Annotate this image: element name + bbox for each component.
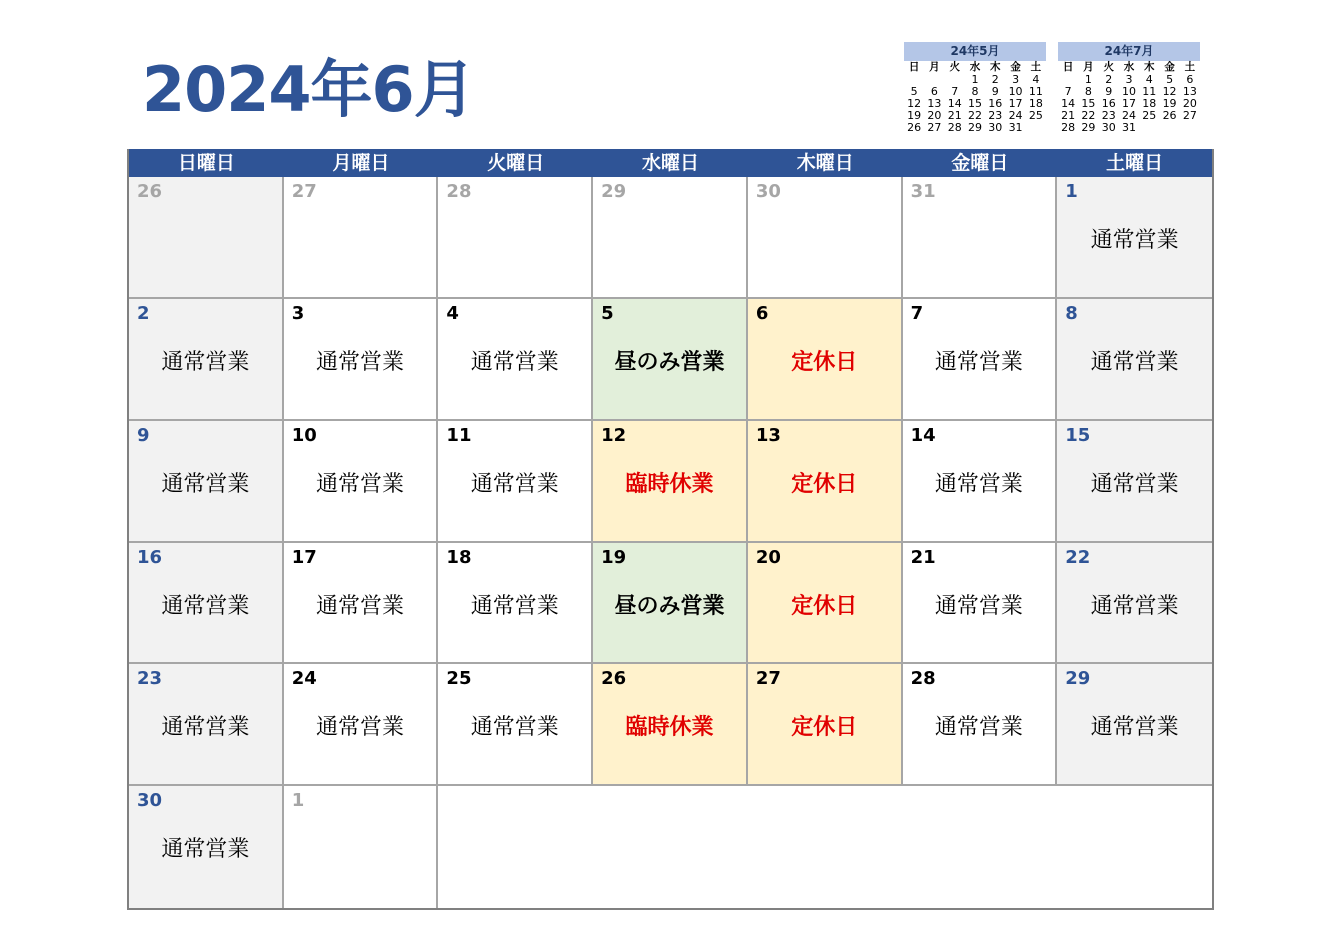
mini-weekday-label: 金 <box>1010 61 1021 73</box>
mini-day: 13 <box>927 97 942 110</box>
day-number: 3 <box>291 302 305 324</box>
mini-day: 14 <box>947 97 962 110</box>
day-number: 7 <box>910 302 924 324</box>
day-cell[interactable] <box>903 177 1058 299</box>
day-status: 臨時休業 <box>625 715 714 741</box>
mini-day: 3 <box>1012 73 1020 86</box>
mini-day: 14 <box>1061 97 1076 110</box>
day-cell[interactable] <box>903 299 1058 421</box>
day-cell[interactable] <box>284 543 439 665</box>
mini-calendar-grid <box>904 61 1046 146</box>
weekday-header: 日曜日 <box>177 152 235 174</box>
day-cell[interactable] <box>593 543 748 665</box>
weekday-header: 木曜日 <box>796 152 854 174</box>
day-number: 23 <box>137 668 163 690</box>
day-number: 28 <box>910 668 936 690</box>
empty-area <box>438 786 1212 908</box>
mini-day: 20 <box>927 109 942 122</box>
mini-day: 29 <box>967 121 982 134</box>
mini-day: 19 <box>1162 97 1177 110</box>
day-number: 31 <box>910 181 936 202</box>
day-cell[interactable] <box>593 664 748 786</box>
day-cell[interactable] <box>438 421 593 543</box>
day-cell[interactable] <box>1057 664 1212 786</box>
mini-calendar-may <box>904 42 1046 146</box>
day-status: 定休日 <box>791 471 858 497</box>
day-status: 通常営業 <box>161 837 250 863</box>
mini-day: 17 <box>1121 97 1136 110</box>
mini-calendar-title: 24年7月 <box>1058 42 1200 61</box>
weekday-header-row <box>129 149 1212 177</box>
day-status: 通常営業 <box>316 593 405 619</box>
mini-day: 7 <box>951 85 959 98</box>
day-number: 25 <box>446 668 472 690</box>
day-status: 通常営業 <box>1090 471 1179 497</box>
day-status: 通常営業 <box>934 471 1023 497</box>
mini-day: 31 <box>1121 121 1136 134</box>
day-number: 10 <box>291 424 317 446</box>
mini-day <box>904 134 924 146</box>
day-number: 30 <box>137 790 163 812</box>
day-cell[interactable] <box>748 543 903 665</box>
day-status: 通常営業 <box>934 349 1023 375</box>
mini-day: 21 <box>947 109 962 122</box>
day-number: 6 <box>755 302 769 324</box>
day-number: 22 <box>1065 546 1091 568</box>
day-number: 8 <box>1065 302 1078 324</box>
calendar-grid <box>129 177 1212 908</box>
day-cell[interactable] <box>593 299 748 421</box>
day-number: 19 <box>601 546 627 568</box>
day-number: 30 <box>755 181 781 202</box>
day-status: 定休日 <box>791 349 858 375</box>
mini-day: 9 <box>1105 85 1113 98</box>
day-cell[interactable] <box>284 177 439 299</box>
day-cell[interactable] <box>748 664 903 786</box>
day-number: 29 <box>1065 668 1091 690</box>
weekday-header: 土曜日 <box>1106 152 1164 174</box>
weekday-header: 水曜日 <box>641 152 699 174</box>
mini-day: 11 <box>1142 85 1157 98</box>
mini-day: 13 <box>1182 85 1197 98</box>
mini-calendar-july <box>1058 42 1200 134</box>
day-status: 昼のみ営業 <box>614 349 725 375</box>
mini-day: 9 <box>991 85 999 98</box>
day-number: 9 <box>137 424 150 446</box>
mini-day <box>1180 122 1200 134</box>
day-cell[interactable] <box>903 664 1058 786</box>
mini-day: 25 <box>1142 109 1157 122</box>
day-number: 16 <box>137 546 163 568</box>
day-cell[interactable] <box>438 177 593 299</box>
day-status: 通常営業 <box>161 471 250 497</box>
mini-day: 5 <box>1166 73 1174 86</box>
mini-weekday-label: 金 <box>1164 61 1175 73</box>
mini-day: 21 <box>1061 109 1076 122</box>
day-cell[interactable] <box>748 177 903 299</box>
day-number: 4 <box>446 302 459 324</box>
mini-day: 6 <box>1186 73 1194 86</box>
day-status: 通常営業 <box>1090 715 1179 741</box>
day-status: 通常営業 <box>934 715 1023 741</box>
mini-day <box>1026 122 1046 134</box>
mini-day: 8 <box>971 85 979 98</box>
day-cell[interactable] <box>1057 421 1212 543</box>
day-number: 2 <box>137 302 150 324</box>
day-number: 1 <box>291 790 305 812</box>
day-cell[interactable] <box>438 664 593 786</box>
weekday-header: 月曜日 <box>332 152 390 174</box>
day-number: 24 <box>291 668 317 690</box>
day-status: 通常営業 <box>316 715 405 741</box>
day-cell[interactable] <box>284 786 439 908</box>
day-status: 定休日 <box>791 715 858 741</box>
day-cell[interactable] <box>284 421 439 543</box>
day-number: 14 <box>910 424 936 446</box>
mini-day: 4 <box>1032 73 1040 86</box>
mini-day: 10 <box>1121 85 1136 98</box>
mini-day: 28 <box>947 121 962 134</box>
mini-day: 16 <box>1101 97 1116 110</box>
mini-day: 27 <box>927 121 942 134</box>
day-number: 5 <box>601 302 614 324</box>
mini-day: 29 <box>1081 121 1096 134</box>
day-number: 18 <box>446 546 472 568</box>
day-number: 27 <box>291 181 317 202</box>
mini-day: 30 <box>988 121 1003 134</box>
mini-day: 22 <box>967 109 982 122</box>
day-status: 通常営業 <box>161 349 250 375</box>
mini-day: 12 <box>907 97 922 110</box>
day-cell[interactable] <box>129 299 284 421</box>
day-cell[interactable] <box>129 177 284 299</box>
day-cell[interactable] <box>129 543 284 665</box>
mini-weekday-label: 月 <box>1083 61 1094 73</box>
day-status: 通常営業 <box>316 471 405 497</box>
day-number: 12 <box>601 424 627 446</box>
mini-day: 12 <box>1162 85 1177 98</box>
weekday-header: 金曜日 <box>951 152 1009 174</box>
mini-day: 26 <box>1162 109 1177 122</box>
day-number: 13 <box>755 424 781 446</box>
mini-day: 24 <box>1121 109 1136 122</box>
mini-day: 28 <box>1061 121 1076 134</box>
mini-day <box>1139 122 1159 134</box>
mini-weekday-label: 日 <box>908 61 920 73</box>
day-cell[interactable] <box>593 421 748 543</box>
day-number: 28 <box>446 181 472 202</box>
day-cell[interactable] <box>748 421 903 543</box>
mini-day: 18 <box>1142 97 1157 110</box>
day-cell[interactable] <box>284 664 439 786</box>
mini-weekday-label: 土 <box>1184 61 1196 73</box>
mini-day <box>1159 122 1179 134</box>
mini-day: 25 <box>1028 109 1043 122</box>
mini-day: 24 <box>1008 109 1023 122</box>
mini-day: 3 <box>1125 73 1133 86</box>
mini-calendar-title: 24年5月 <box>904 42 1046 61</box>
mini-day: 6 <box>930 85 938 98</box>
weekday-header: 火曜日 <box>487 152 545 174</box>
day-cell[interactable] <box>438 299 593 421</box>
mini-day: 8 <box>1084 85 1092 98</box>
mini-day: 18 <box>1028 97 1043 110</box>
mini-day: 5 <box>910 85 918 98</box>
day-status: 臨時休業 <box>625 471 714 497</box>
mini-calendar-grid <box>1058 61 1200 134</box>
mini-day: 31 <box>1008 121 1023 134</box>
day-status: 通常営業 <box>161 715 250 741</box>
mini-day: 16 <box>988 97 1003 110</box>
day-status: 通常営業 <box>470 471 559 497</box>
mini-day: 26 <box>907 121 922 134</box>
mini-day: 2 <box>991 73 999 86</box>
day-cell[interactable] <box>1057 299 1212 421</box>
day-number: 11 <box>446 424 472 446</box>
mini-day: 7 <box>1064 85 1072 98</box>
day-status: 通常営業 <box>470 593 559 619</box>
day-cell[interactable] <box>438 543 593 665</box>
day-status: 通常営業 <box>161 593 250 619</box>
day-cell[interactable] <box>284 299 439 421</box>
day-cell[interactable] <box>129 421 284 543</box>
day-number: 17 <box>291 546 317 568</box>
mini-day: 11 <box>1028 85 1043 98</box>
mini-weekday-label: 火 <box>949 61 960 73</box>
mini-day: 20 <box>1182 97 1197 110</box>
day-cell[interactable] <box>129 786 284 908</box>
day-cell[interactable] <box>903 543 1058 665</box>
day-number: 26 <box>601 668 627 690</box>
page-title: 2024年6月 <box>142 53 475 126</box>
day-number: 1 <box>1065 181 1078 202</box>
mini-day: 30 <box>1101 121 1116 134</box>
day-number: 29 <box>601 181 627 202</box>
mini-weekday-label: 月 <box>929 61 940 73</box>
mini-day: 27 <box>1182 109 1197 122</box>
day-cell[interactable] <box>593 177 748 299</box>
day-number: 26 <box>137 181 163 202</box>
mini-day: 22 <box>1081 109 1096 122</box>
day-number: 20 <box>755 546 781 568</box>
day-status: 通常営業 <box>1090 593 1179 619</box>
mini-weekday-label: 水 <box>969 61 981 73</box>
mini-weekday-label: 木 <box>990 61 1001 73</box>
day-cell[interactable] <box>903 421 1058 543</box>
mini-weekday-label: 土 <box>1030 61 1042 73</box>
mini-weekday-label: 火 <box>1103 61 1114 73</box>
mini-weekday-label: 日 <box>1062 61 1074 73</box>
mini-day: 23 <box>1101 109 1116 122</box>
day-status: 通常営業 <box>1090 349 1179 375</box>
day-number: 21 <box>910 546 936 568</box>
day-status: 通常営業 <box>470 349 559 375</box>
day-cell[interactable] <box>748 299 903 421</box>
mini-day: 2 <box>1105 73 1113 86</box>
day-number: 15 <box>1065 424 1091 446</box>
mini-day: 10 <box>1008 85 1023 98</box>
day-status: 通常営業 <box>934 593 1023 619</box>
day-cell[interactable] <box>129 664 284 786</box>
day-status: 通常営業 <box>1090 228 1179 253</box>
day-number: 27 <box>755 668 781 690</box>
mini-day: 15 <box>1081 97 1096 110</box>
day-status: 通常営業 <box>470 715 559 741</box>
mini-weekday-label: 水 <box>1123 61 1135 73</box>
day-status: 昼のみ営業 <box>614 593 725 619</box>
day-status: 通常営業 <box>316 349 405 375</box>
mini-day: 17 <box>1008 97 1023 110</box>
mini-day: 23 <box>988 109 1003 122</box>
day-cell[interactable] <box>1057 177 1212 299</box>
mini-day: 15 <box>967 97 982 110</box>
mini-day: 19 <box>907 109 922 122</box>
month-calendar <box>127 149 1214 910</box>
day-status: 定休日 <box>791 593 858 619</box>
mini-day: 1 <box>971 73 979 86</box>
mini-day: 4 <box>1145 73 1153 86</box>
mini-day: 1 <box>1084 73 1092 86</box>
day-cell[interactable] <box>1057 543 1212 665</box>
mini-weekday-label: 木 <box>1144 61 1155 73</box>
